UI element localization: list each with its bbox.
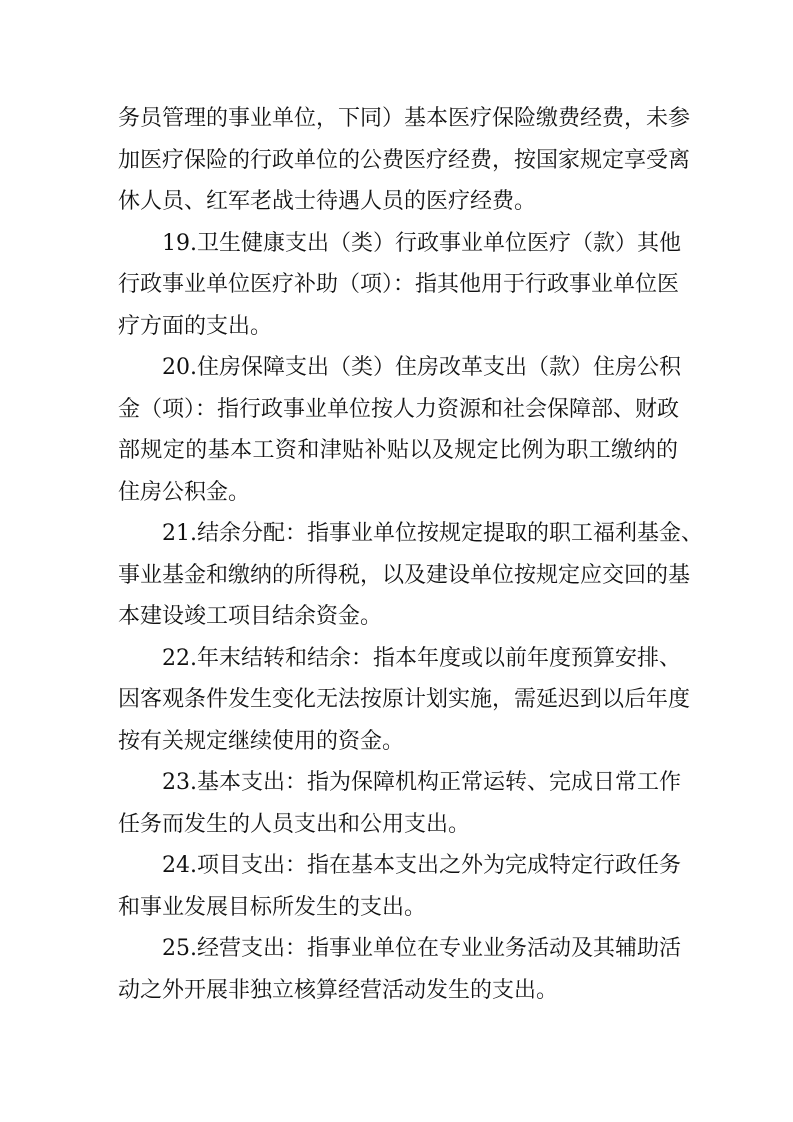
- text-line: 22.年末结转和结余：指本年度或以前年度预算安排、: [162, 645, 681, 671]
- text-line: 20.住房保障支出（类）住房改革支出（款）住房公积: [162, 355, 681, 380]
- text-line: 25.经营支出：指事业单位在专业业务活动及其辅助活: [162, 936, 681, 961]
- text-line: 住房公积金。: [118, 479, 251, 505]
- text-line: 本建设竣工项目结余资金。: [118, 604, 383, 629]
- text-line: 务员管理的事业单位，下同）基本医疗保险缴费经费，未参: [118, 106, 691, 131]
- text-line: 23.基本支出：指为保障机构正常运转、完成日常工作: [162, 770, 681, 795]
- text-line: 和事业发展目标所发生的支出。: [118, 894, 427, 920]
- text-line: 动之外开展非独立核算经营活动发生的支出。: [118, 977, 559, 1003]
- text-line: 休人员、红军老战士待遇人员的医疗经费。: [118, 189, 537, 214]
- text-line: 部规定的基本工资和津贴补贴以及规定比例为职工缴纳的: [118, 438, 678, 463]
- text-line: 任务而发生的人员支出和公用支出。: [118, 811, 471, 837]
- text-line: 加医疗保险的行政单位的公费医疗经费，按国家规定享受离: [118, 147, 691, 173]
- text-line: 金（项）：指行政事业单位按人力资源和社会保障部、财政: [118, 396, 680, 422]
- text-line: 24.项目支出：指在基本支出之外为完成特定行政任务: [162, 853, 681, 878]
- text-line: 按有关规定继续使用的资金。: [118, 728, 405, 754]
- document-body: [118, 98, 703, 1011]
- text-line: 事业基金和缴纳的所得税，以及建设单位按规定应交回的基: [118, 562, 691, 588]
- text-line: 21.结余分配：指事业单位按规定提取的职工福利基金、: [162, 521, 703, 546]
- text-line: 疗方面的支出。: [118, 313, 273, 339]
- text-line: 因客观条件发生变化无法按原计划实施，需延迟到以后年度: [118, 687, 691, 712]
- text-line: 19.卫生健康支出（类）行政事业单位医疗（款）其他: [162, 230, 681, 256]
- text-line: 行政事业单位医疗补助（项）：指其他用于行政事业单位医: [118, 272, 680, 297]
